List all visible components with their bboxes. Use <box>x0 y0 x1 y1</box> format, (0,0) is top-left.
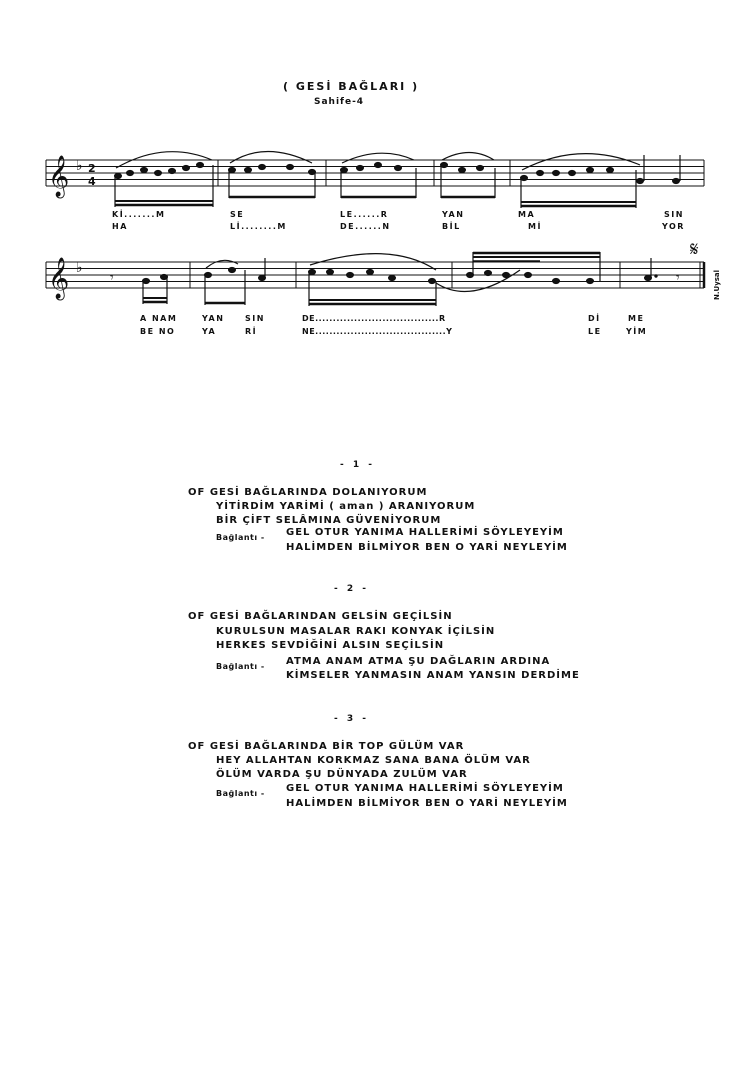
verse-line: KURULSUN MASALAR RAKI KONYAK İÇİLSİN <box>216 626 496 637</box>
lyric-syllable: Mİ <box>528 222 542 231</box>
baglanti-line: KİMSELER YANMASIN ANAM YANSIN DERDİME <box>286 670 580 681</box>
arranger-name: N.Uysal <box>713 269 721 300</box>
verse-number: - 2 - <box>334 584 369 594</box>
lyric-syllable: HA <box>112 222 128 231</box>
lyric-syllable: MA <box>518 210 536 219</box>
flat-sign-icon: ♭ <box>76 260 83 276</box>
baglanti-line: HALİMDEN BİLMİYOR BEN O YARİ NEYLEYİM <box>286 798 568 809</box>
treble-clef-icon: 𝄞 <box>48 258 70 299</box>
lyric-syllable: NE.....................................Y <box>302 327 453 336</box>
lyric-syllable: YA <box>202 327 217 336</box>
verse-line: HEY ALLAHTAN KORKMAZ SANA BANA ÖLÜM VAR <box>216 755 531 766</box>
time-signature-top: 2 <box>88 162 96 175</box>
lyric-syllable: Lİ........M <box>230 222 287 231</box>
verse-number: - 3 - <box>334 714 369 724</box>
baglanti-line: HALİMDEN BİLMİYOR BEN O YARİ NEYLEYİM <box>286 542 568 553</box>
lyric-syllable: Kİ.......M <box>112 210 166 219</box>
lyric-syllable: LE......R <box>340 210 389 219</box>
lyric-syllable: A NAM <box>140 314 178 323</box>
verse-line: OF GESİ BAĞLARINDA BİR TOP GÜLÜM VAR <box>188 741 465 752</box>
verse-line: OF GESİ BAĞLARINDA DOLANIYORUM <box>188 487 428 498</box>
rest-icon: 𝄾 <box>110 270 114 286</box>
lyric-syllable: SIN <box>664 210 684 219</box>
baglanti-line: ATMA ANAM ATMA ŞU DAĞLARIN ARDINA <box>286 656 551 667</box>
baglanti-line: GEL OTUR YANIMA HALLERİMİ SÖYLEYEYİM <box>286 783 564 794</box>
page-title: ( GESİ BAĞLARI ) <box>283 80 420 93</box>
lyric-syllable: YAN <box>442 210 465 219</box>
lyric-syllable: YOR <box>662 222 685 231</box>
baglanti-label: Bağlantı - <box>216 533 265 542</box>
treble-clef-icon: 𝄞 <box>48 156 70 197</box>
lyric-syllable: LE <box>588 327 602 336</box>
staff-line-2 <box>46 262 704 288</box>
baglanti-label: Bağlantı - <box>216 789 265 798</box>
lyric-syllable: Dİ <box>588 314 601 323</box>
lyric-syllable: ME <box>628 314 645 323</box>
lyric-syllable: BE NO <box>140 327 176 336</box>
lyric-syllable: YAN <box>202 314 225 323</box>
baglanti-label: Bağlantı - <box>216 662 265 671</box>
lyric-syllable: YİM <box>626 327 648 336</box>
lyric-syllable: Rİ <box>245 327 258 336</box>
lyric-syllable: BİL <box>442 222 461 231</box>
rest-icon: 𝄾 <box>676 270 680 286</box>
verse-line: YİTİRDİM YARİMİ ( aman ) ARANIYORUM <box>216 501 476 512</box>
stems-beams-line-2 <box>143 252 651 306</box>
verse-line: BİR ÇİFT SELÂMINA GÜVENİYORUM <box>216 515 442 526</box>
lyric-syllable: SE <box>230 210 245 219</box>
verse-line: ÖLÜM VARDA ŞU DÜNYADA ZULÜM VAR <box>216 769 468 780</box>
music-staff-graphic <box>0 0 750 380</box>
verse-line: OF GESİ BAĞLARINDAN GELSİN GEÇİLSİN <box>188 611 453 622</box>
segno-icon: 𝄋 <box>690 237 699 261</box>
verse-line: HERKES SEVDİĞİNİ ALSIN SEÇİLSİN <box>216 640 445 651</box>
verse-number: - 1 - <box>340 460 375 470</box>
lyric-syllable: SIN <box>245 314 265 323</box>
lyric-syllable: DE......N <box>340 222 391 231</box>
lyric-syllable: DE...................................R <box>302 314 446 323</box>
time-signature-bottom: 4 <box>88 175 96 188</box>
flat-sign-icon: ♭ <box>76 158 83 174</box>
page-number-label: Sahife-4 <box>314 97 365 107</box>
baglanti-line: GEL OTUR YANIMA HALLERİMİ SÖYLEYEYİM <box>286 527 564 538</box>
